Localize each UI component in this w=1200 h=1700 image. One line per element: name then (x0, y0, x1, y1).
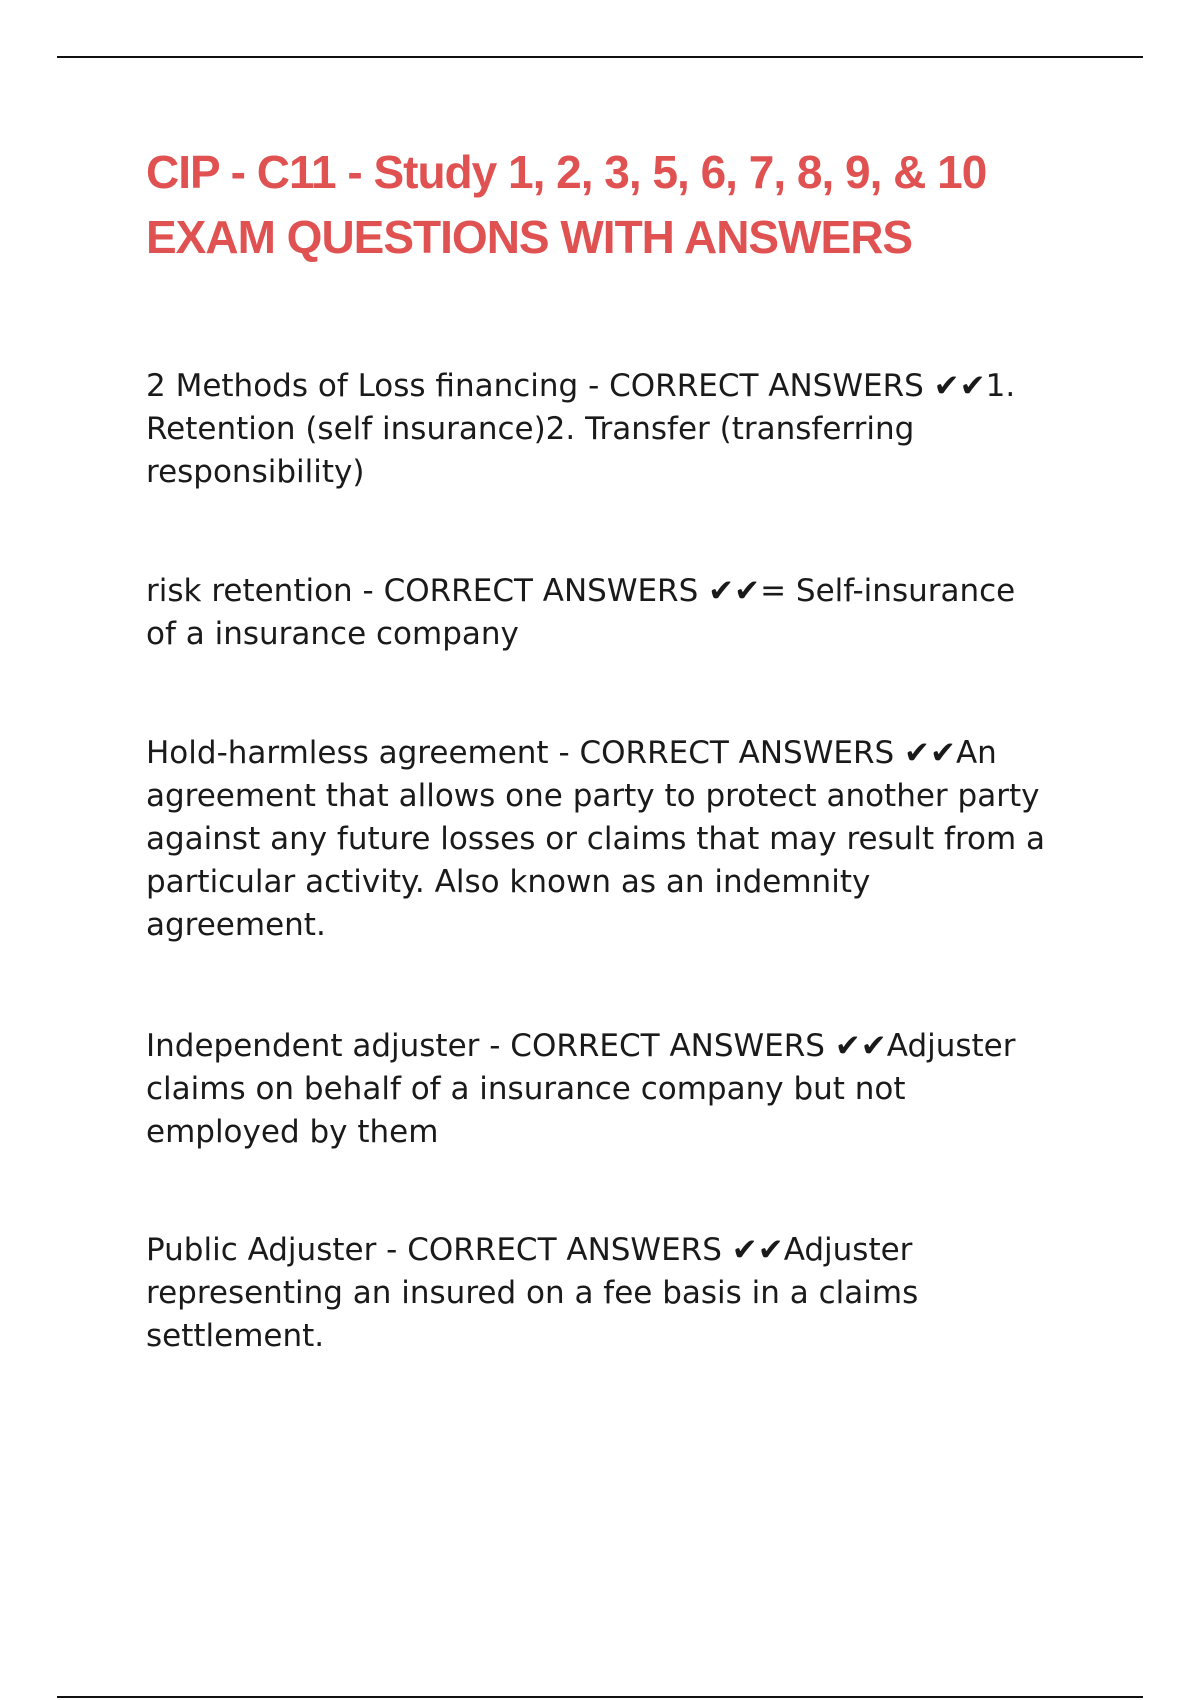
qa-line: Retention (self insurance)2. Transfer (transferring (146, 411, 915, 447)
qa-line: employed by them (146, 1114, 439, 1150)
qa-line: 2 Methods of Loss financing - CORRECT ANSWERS ✔✔1. (146, 368, 1016, 404)
qa-line: against any future losses or claims that may result from a (146, 821, 1046, 857)
qa-item-hold-harmless (146, 732, 1086, 947)
title-line-2: EXAM QUESTIONS WITH ANSWERS (146, 211, 913, 263)
qa-item-independent-adjuster (146, 1025, 1086, 1154)
document-title (146, 140, 1106, 270)
qa-line: responsibility) (146, 454, 365, 490)
qa-item-loss-financing (146, 365, 1086, 494)
qa-line: risk retention - CORRECT ANSWERS ✔✔= Self-insurance (146, 573, 1016, 609)
qa-line: of a insurance company (146, 616, 519, 652)
top-divider (57, 56, 1143, 58)
qa-line: particular activity. Also known as an indemnity (146, 864, 871, 900)
qa-item-public-adjuster (146, 1229, 1086, 1358)
qa-line: Independent adjuster - CORRECT ANSWERS ✔✔Adjuster (146, 1028, 1016, 1064)
bottom-divider (57, 1696, 1143, 1698)
qa-line: agreement. (146, 907, 326, 943)
qa-line: claims on behalf of a insurance company but not (146, 1071, 906, 1107)
qa-line: settlement. (146, 1318, 325, 1354)
qa-line: Hold-harmless agreement - CORRECT ANSWERS ✔✔An (146, 735, 997, 771)
qa-item-risk-retention (146, 570, 1086, 656)
qa-line: Public Adjuster - CORRECT ANSWERS ✔✔Adjuster (146, 1232, 913, 1268)
qa-line: agreement that allows one party to protect another party (146, 778, 1040, 814)
qa-line: representing an insured on a fee basis in a claims (146, 1275, 919, 1311)
title-line-1: CIP - C11 - Study 1, 2, 3, 5, 6, 7, 8, 9, & 10 (146, 146, 987, 198)
